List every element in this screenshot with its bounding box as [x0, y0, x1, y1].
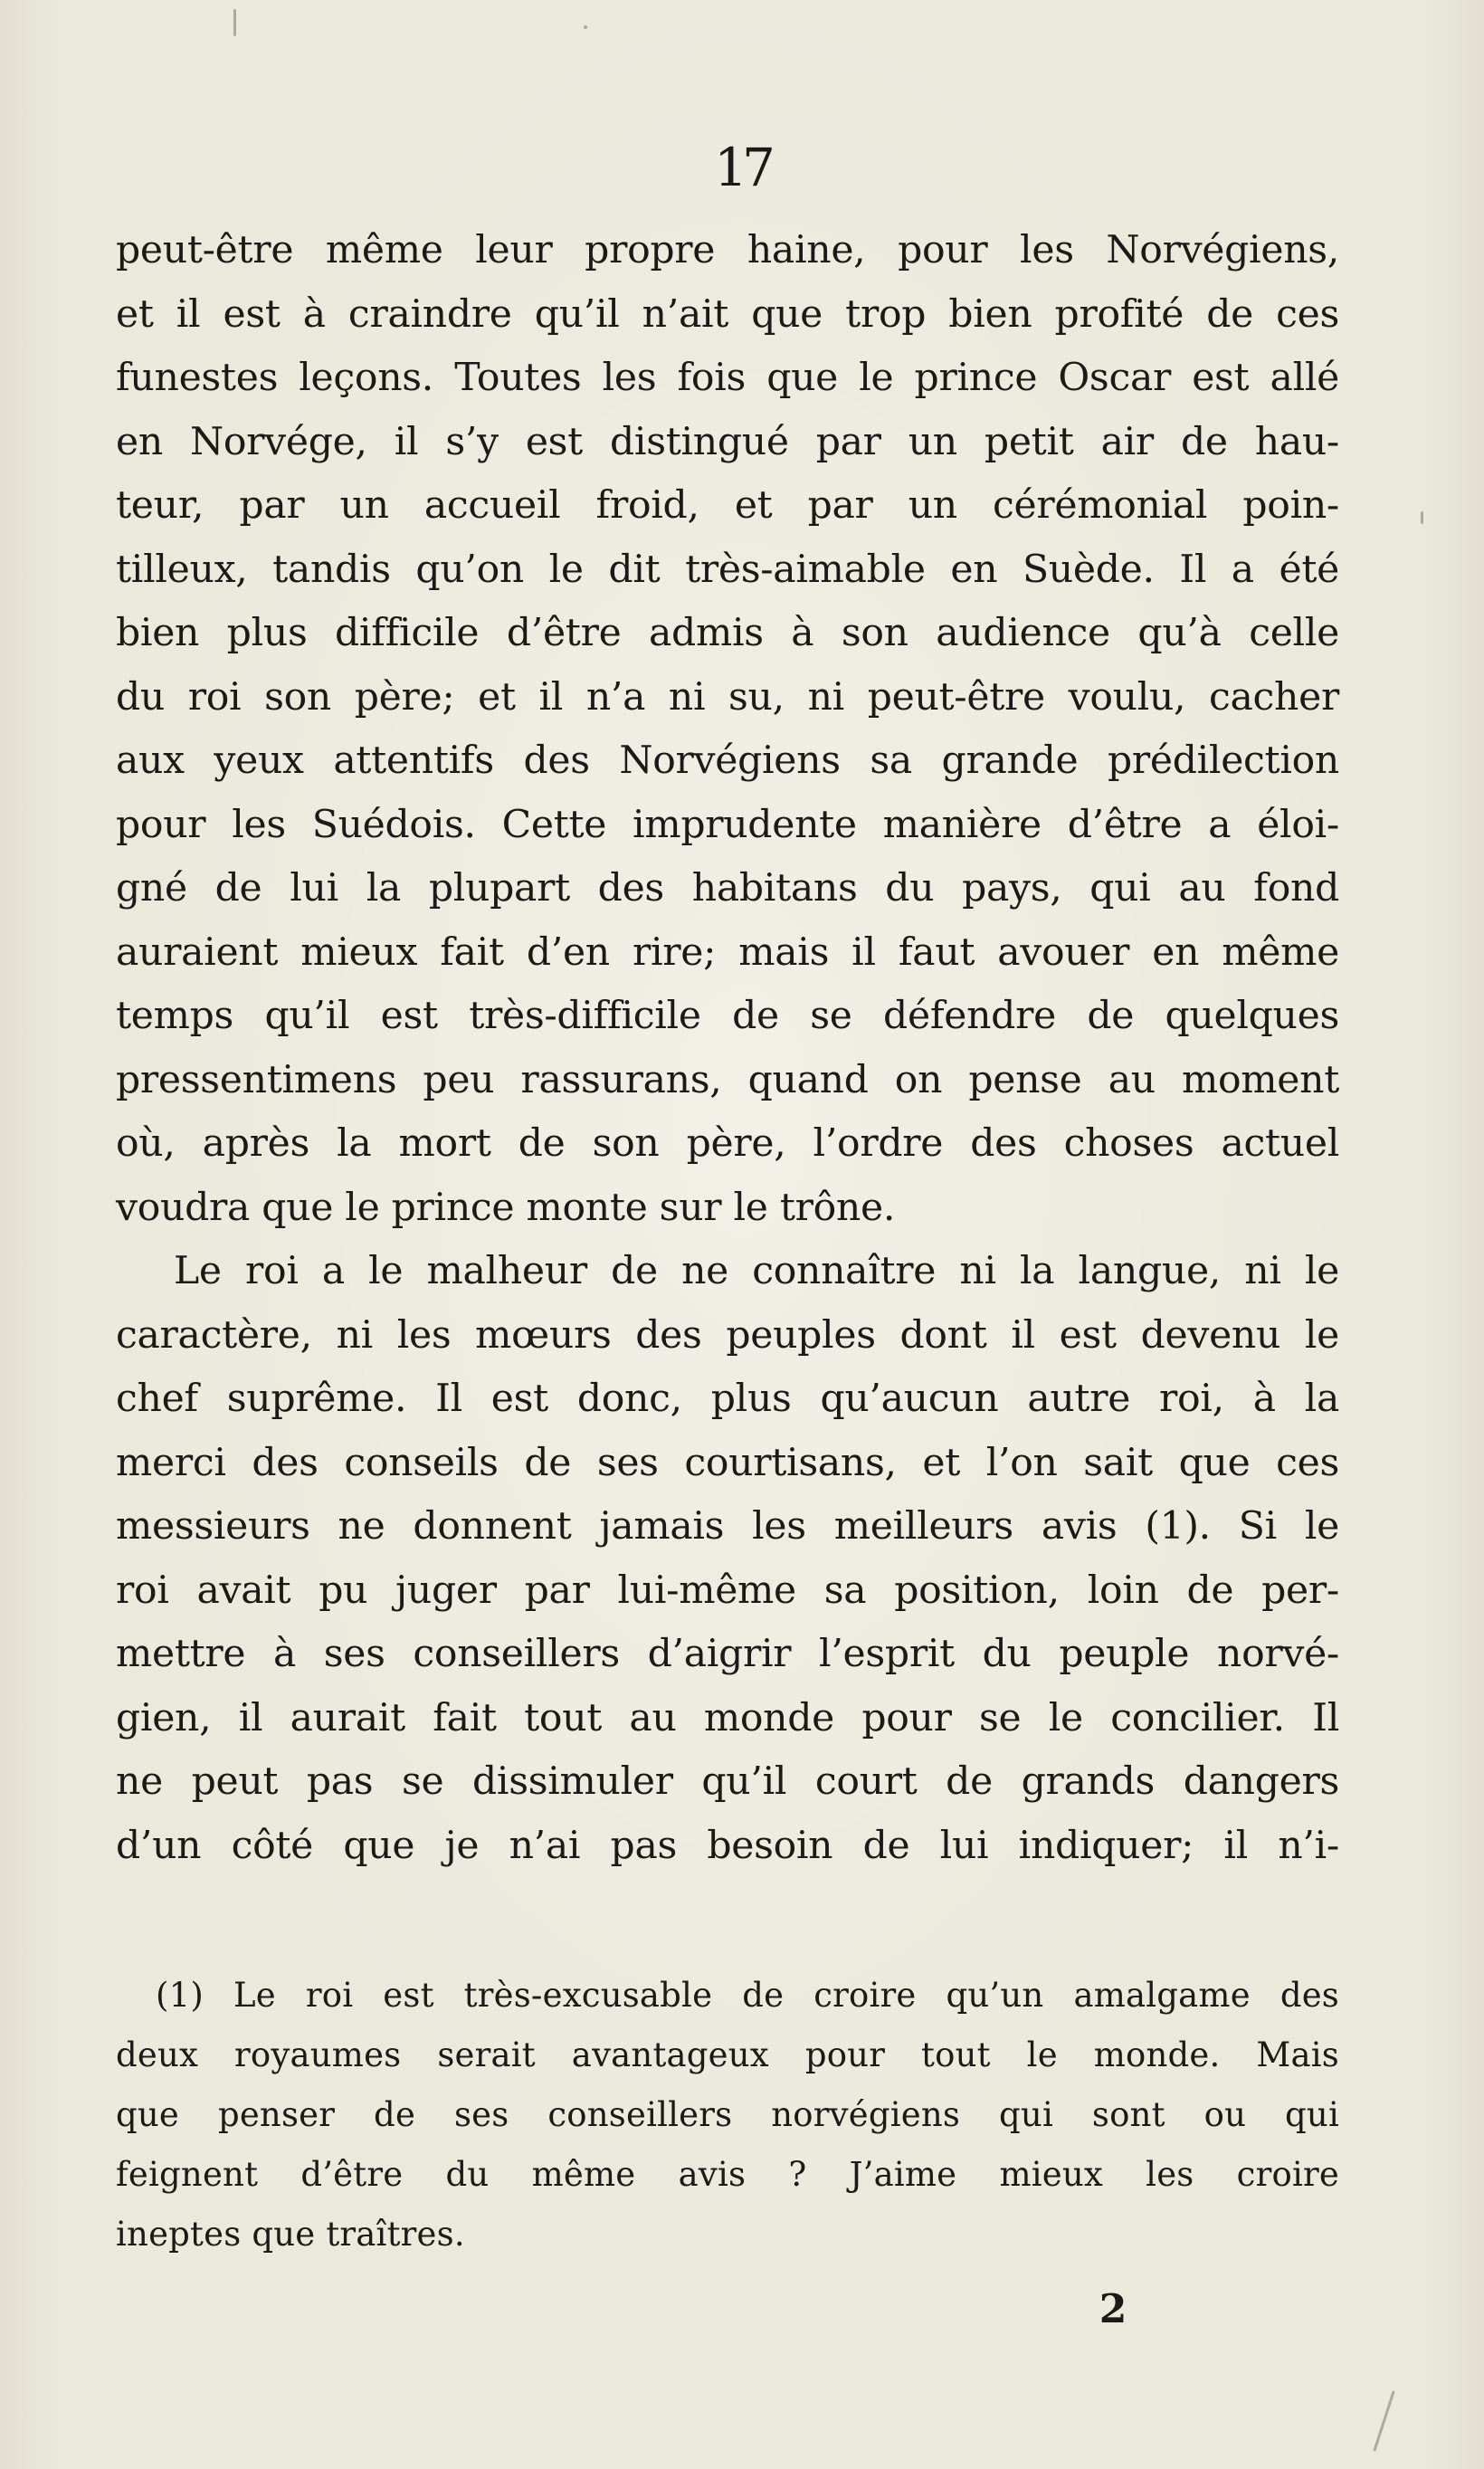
text-line: merci des conseils de ses courtisans, et l’on sait que ces	[116, 1440, 1339, 1485]
signature-mark: 2	[1099, 2286, 1127, 2332]
footnote	[116, 1966, 1339, 2264]
text-line: pour les Suédois. Cette imprudente manière d’être a éloi-	[116, 802, 1339, 847]
text-line: en Norvége, il s’y est distingué par un petit air de hau-	[116, 419, 1339, 464]
text-line: funestes leçons. Toutes les fois que le prince Oscar est allé	[116, 356, 1339, 400]
text-line: voudra que le prince monte sur le trône.	[116, 1185, 896, 1230]
text-line: aux yeux attentifs des Norvégiens sa grande prédilection	[116, 739, 1339, 783]
paragraph-start-line: Le roi a le malheur de ne connaître ni la langue, ni le	[174, 1249, 1339, 1293]
footnote-line: deux royaumes serait avantageux pour tout le monde. Mais	[116, 2035, 1339, 2074]
paper-speck	[233, 9, 236, 36]
text-line: gné de lui la plupart des habitans du pays, qui au fond	[116, 866, 1339, 910]
text-line: pressentimens peu rassurans, quand on pense au moment	[116, 1057, 1339, 1102]
text-line: messieurs ne donnent jamais les meilleurs avis (1). Si le	[116, 1504, 1339, 1549]
text-line: teur, par un accueil froid, et par un cérémonial poin-	[116, 483, 1339, 528]
text-line: temps qu’il est très-difficile de se défendre de quelques	[116, 994, 1339, 1038]
text-line: tilleux, tandis qu’on le dit très-aimable en Suède. Il a été	[116, 547, 1339, 592]
page-number: 17	[714, 137, 770, 198]
text-line: bien plus difficile d’être admis à son audience qu’à celle	[116, 611, 1339, 655]
text-line: mettre à ses conseillers d’aigrir l’esprit du peuple norvé-	[116, 1632, 1339, 1676]
footnote-line: que penser de ses conseillers norvégiens qui sont ou qui	[116, 2095, 1339, 2134]
text-line: roi avait pu juger par lui-même sa position, loin de per-	[116, 1568, 1339, 1613]
main-text	[116, 219, 1339, 1878]
footnote-line: feignent d’être du même avis ? J’aime mieux les croire	[116, 2155, 1339, 2194]
text-line: auraient mieux fait d’en rire; mais il faut avouer en même	[116, 929, 1339, 975]
footnote-line: ineptes que traîtres.	[116, 2215, 465, 2254]
text-line: et il est à craindre qu’il n’ait que trop bien profité de ces	[116, 291, 1339, 337]
text-line: chef suprême. Il est donc, plus qu’aucun autre roi, à la	[116, 1377, 1339, 1421]
footnote-line: (1) Le roi est très-excusable de croire qu’un amalgame des	[156, 1976, 1339, 2015]
text-line: d’un côté que je n’ai pas besoin de lui indiquer; il n’i-	[116, 1823, 1339, 1868]
text-line: caractère, ni les mœurs des peuples dont il est devenu le	[116, 1312, 1339, 1358]
paper-speck	[1421, 511, 1423, 524]
paper-speck	[1373, 2390, 1394, 2452]
text-line: du roi son père; et il n’a ni su, ni peut-être voulu, cacher	[116, 674, 1339, 720]
text-line: où, après la mort de son père, l’ordre des choses actuel	[116, 1121, 1339, 1166]
paper-speck	[584, 25, 587, 29]
text-line: ne peut pas se dissimuler qu’il court de grands dangers	[116, 1759, 1339, 1804]
text-line: gien, il aurait fait tout au monde pour se le concilier. Il	[116, 1695, 1339, 1740]
text-line: peut-être même leur propre haine, pour les Norvégiens,	[116, 228, 1339, 272]
